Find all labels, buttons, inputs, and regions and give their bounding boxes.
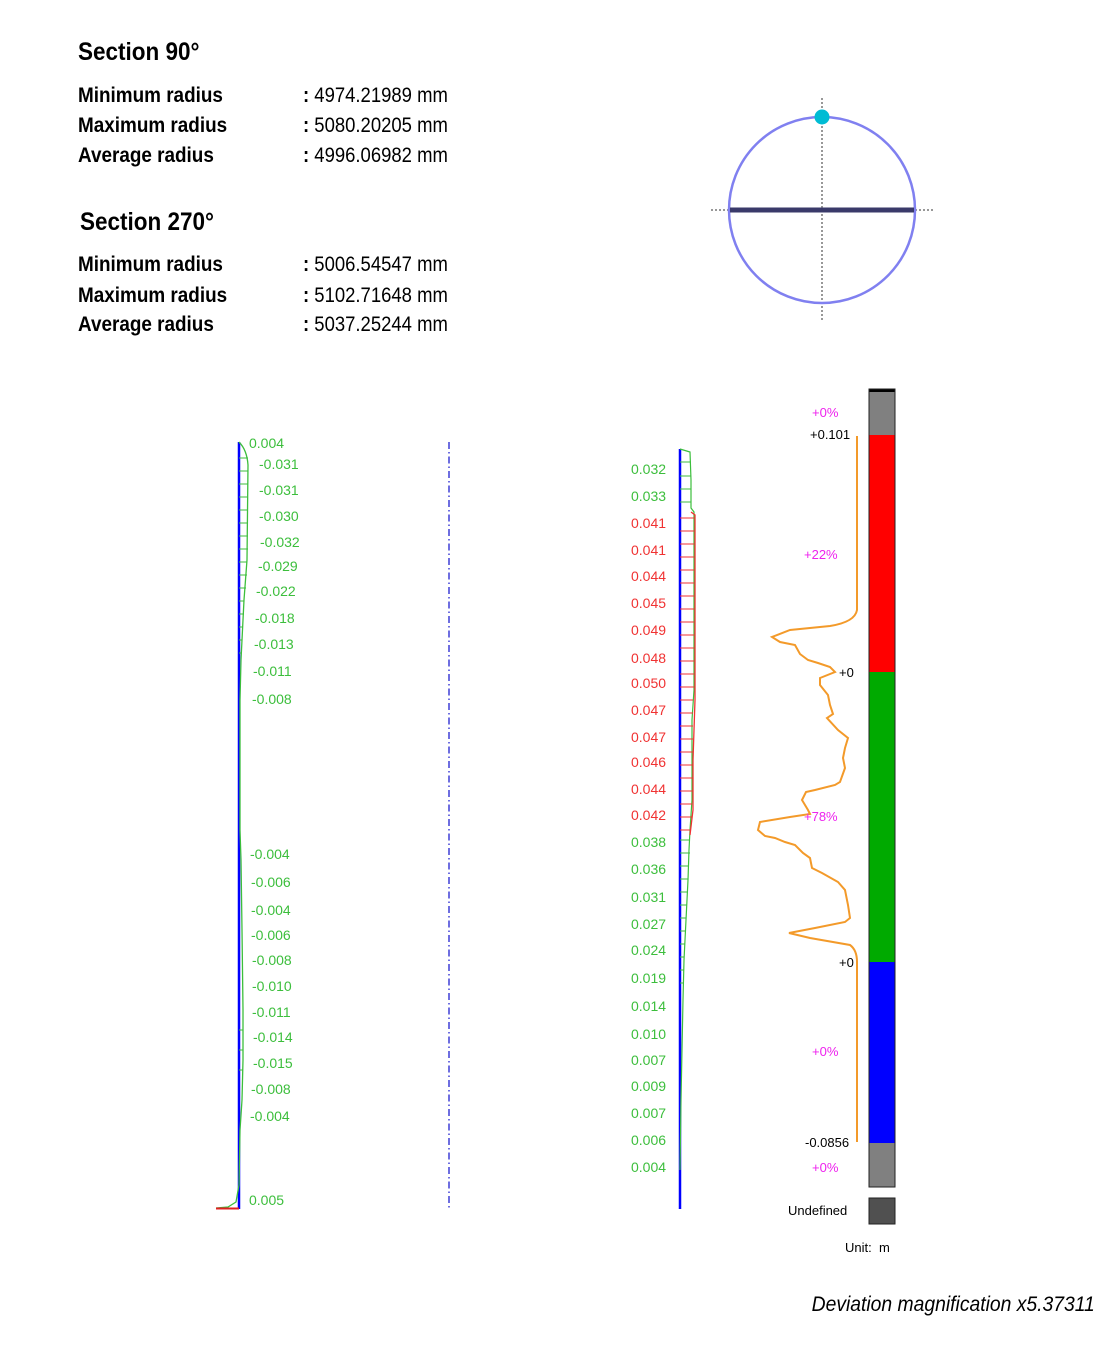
section-270-profile	[680, 449, 695, 1209]
undefined-swatch	[869, 1198, 895, 1224]
deviation-histogram	[758, 436, 857, 1142]
profile-90-label: -0.006	[251, 927, 291, 943]
profile-270-label: 0.047	[631, 702, 667, 718]
min-radius-label: Minimum radius	[78, 84, 223, 107]
profile-270-label: 0.046	[631, 754, 667, 770]
profile-270-label: 0.031	[631, 889, 667, 905]
profile-270-label: 0.027	[631, 916, 667, 932]
max-radius-label: Maximum radius	[78, 284, 228, 307]
profile-90-label: -0.013	[254, 636, 294, 652]
profile-90-label: -0.015	[253, 1055, 293, 1071]
profile-270-label: 0.007	[631, 1052, 667, 1068]
legend-max-value: +0.101	[810, 427, 851, 442]
profile-270-label: 0.004	[631, 1159, 667, 1175]
profile-270-label: 0.041	[631, 542, 667, 558]
profile-90-label: -0.030	[259, 508, 299, 524]
profile-90-label: -0.031	[259, 456, 299, 472]
legend-undefined-label: Undefined	[788, 1203, 848, 1218]
color-scale-bar	[869, 389, 895, 1224]
profile-270-label: 0.024	[631, 942, 667, 958]
profile-90-label: -0.032	[260, 534, 300, 550]
section-270-title: Section 270°	[80, 208, 215, 236]
profile-90-label: -0.011	[252, 1004, 291, 1020]
profile-270-label: 0.038	[631, 834, 667, 850]
profile-90-label: -0.031	[259, 482, 299, 498]
deviation-magnification: Deviation magnification x5.37311	[811, 1293, 1095, 1316]
profile-90-label: -0.006	[251, 874, 291, 890]
legend-pct-green: +78%	[804, 809, 838, 824]
section-orientation-diagram	[711, 98, 935, 322]
profile-270-label: 0.044	[631, 568, 667, 584]
legend-min-value: -0.0856	[805, 1135, 850, 1150]
legend-unit-label: Unit: m	[845, 1240, 890, 1255]
profile-270-label: 0.019	[631, 970, 667, 986]
profile-90-label: 0.005	[249, 1192, 285, 1208]
legend-pct-blue: +0%	[812, 1044, 839, 1059]
profile-90-label: -0.008	[251, 1081, 291, 1097]
profile-270-label: 0.006	[631, 1132, 667, 1148]
profile-270-label: 0.010	[631, 1026, 667, 1042]
avg-radius-value: : 5037.25244 mm	[303, 313, 448, 336]
legend-pct-top: +0%	[812, 405, 839, 420]
profile-90-label: -0.029	[258, 558, 298, 574]
avg-radius-label: Average radius	[78, 313, 214, 336]
section-90-title: Section 90°	[78, 38, 200, 66]
min-radius-value: : 4974.21989 mm	[303, 84, 448, 107]
profile-270-label: 0.036	[631, 861, 667, 877]
max-radius-value: : 5102.71648 mm	[303, 284, 448, 307]
profile-270-label: 0.042	[631, 807, 667, 823]
max-radius-value: : 5080.20205 mm	[303, 114, 448, 137]
profile-270-label: 0.048	[631, 650, 667, 666]
profile-270-label: 0.049	[631, 622, 667, 638]
legend-pct-bottom: +0%	[812, 1160, 839, 1175]
min-radius-value: : 5006.54547 mm	[303, 253, 448, 276]
profile-270-label: 0.050	[631, 675, 667, 691]
profile-270-label: 0.032	[631, 461, 667, 477]
profile-90-label: -0.018	[255, 610, 295, 626]
profile-90-label: -0.004	[250, 1108, 290, 1124]
profile-270-label: 0.045	[631, 595, 667, 611]
profile-90-label: -0.022	[256, 583, 296, 599]
profile-90-label: 0.004	[249, 435, 285, 451]
profile-90-label: -0.010	[252, 978, 292, 994]
legend-zero-upper: +0	[839, 665, 854, 680]
min-radius-label: Minimum radius	[78, 253, 223, 276]
legend-zero-lower: +0	[839, 955, 854, 970]
legend-pct-red: +22%	[804, 547, 838, 562]
profile-90-label: -0.004	[250, 846, 290, 862]
avg-radius-label: Average radius	[78, 144, 214, 167]
profile-270-label: 0.014	[631, 998, 667, 1014]
profile-270-label: 0.044	[631, 781, 667, 797]
avg-radius-value: : 4996.06982 mm	[303, 144, 448, 167]
profile-90-label: -0.004	[251, 902, 291, 918]
profile-90-label: -0.011	[253, 663, 292, 679]
profile-270-label: 0.007	[631, 1105, 667, 1121]
profile-270-label: 0.047	[631, 729, 667, 745]
max-radius-label: Maximum radius	[78, 114, 228, 137]
profile-90-label: -0.008	[252, 952, 292, 968]
section-marker-icon	[815, 110, 830, 125]
profile-270-label: 0.009	[631, 1078, 667, 1094]
profile-90-label: -0.014	[253, 1029, 293, 1045]
profile-270-label: 0.041	[631, 515, 667, 531]
profile-90-label: -0.008	[252, 691, 292, 707]
profile-270-label: 0.033	[631, 488, 667, 504]
